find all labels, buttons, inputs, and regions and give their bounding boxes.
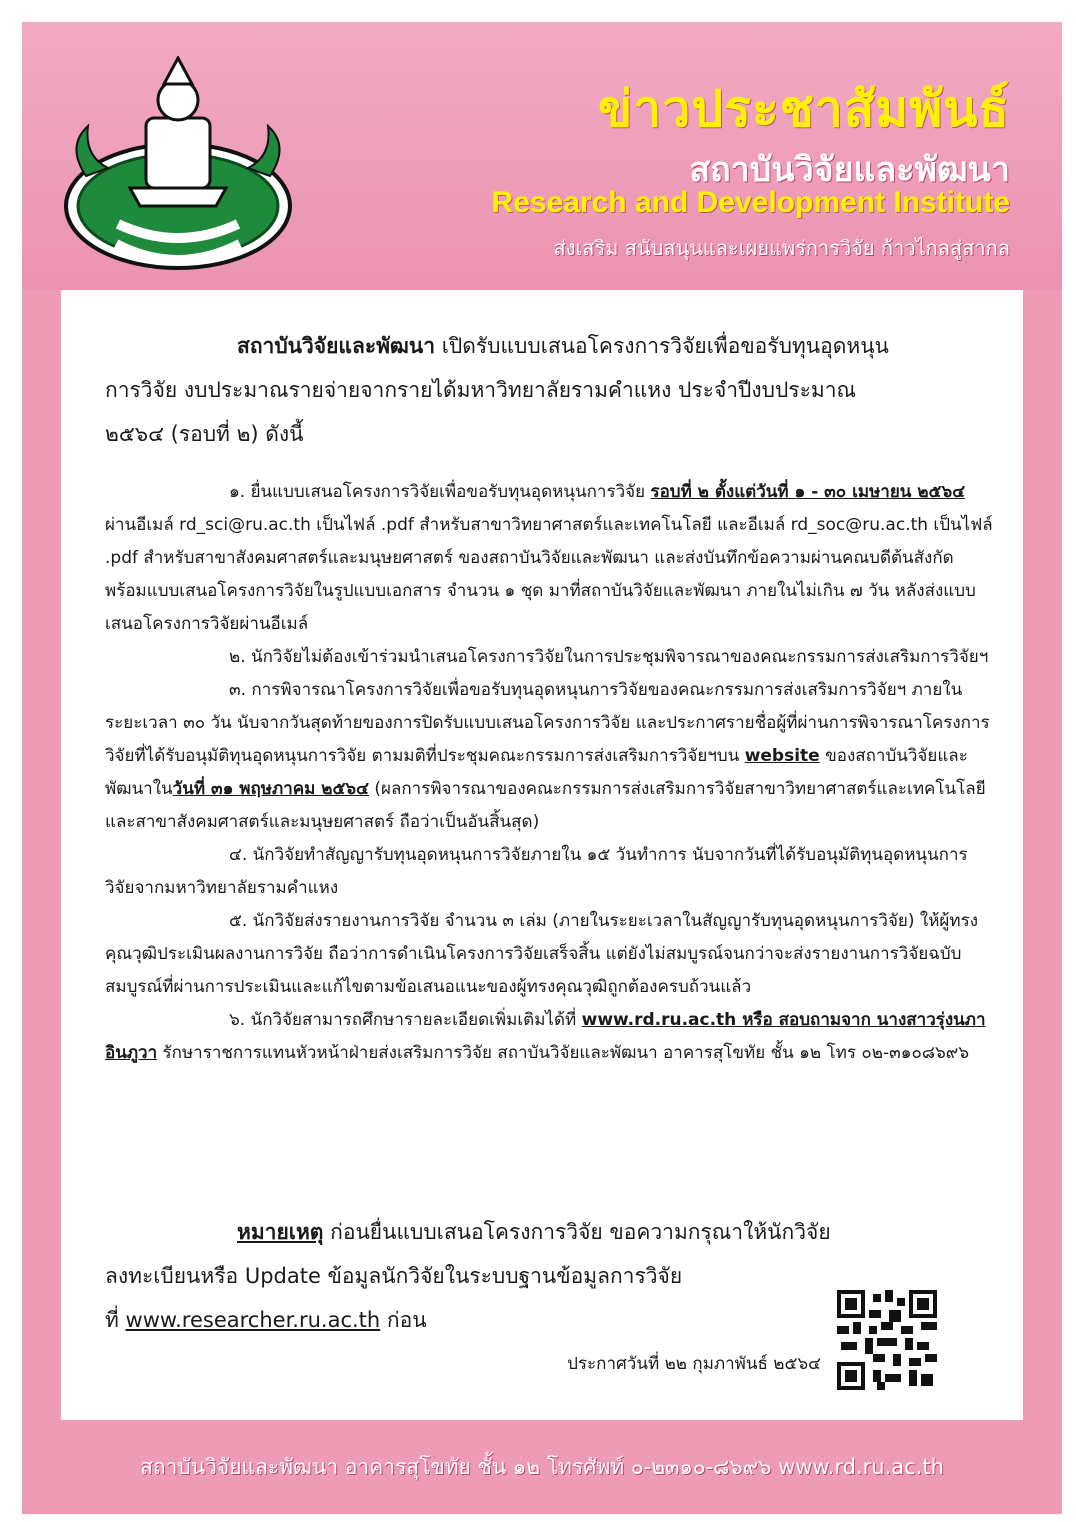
item-6-details: รักษาราชการแทนหัวหน้าฝ่ายส่งเสริมการวิจัย สถาบันวิจัยและพัฒนา อาคารสุโขทัย ชั้น ๑๒ โทร ๐๒-๓๑๐๘๖๙๖ xyxy=(157,1043,970,1063)
header-banner xyxy=(22,22,1062,290)
item-3-date: วันที่ ๓๑ พฤษภาคม ๒๕๖๔ xyxy=(172,779,369,799)
intro-org: สถาบันวิจัยและพัฒนา xyxy=(237,334,436,358)
note-line-1 xyxy=(105,1210,925,1254)
item-3-text-3: (ผลการพิจารณาของคณะกรรมการส่งเสริมการวิจัยสาขาวิทยาศาสตร์และเทคโนโลยี และสาขาสังคมศาสตร์และมนุษยศาสตร์ ถือว่าเป็นอันสิ้นสุด) xyxy=(105,779,986,832)
item-1-period: รอบที่ ๒ ตั้งแต่วันที่ ๑ - ๓๐ เมษายน ๒๕๖๔ xyxy=(650,482,966,502)
intro-line-1 xyxy=(105,324,995,368)
header-slogan: ส่งเสริม สนับสนุนและเผยแพร่การวิจัย ก้าวไกลสู่สากล xyxy=(553,236,1010,260)
item-3-website-link[interactable]: website xyxy=(744,746,820,766)
note-text-3: ที่ xyxy=(105,1308,126,1332)
item-3-text: ๓. การพิจารณาโครงการวิจัยเพื่อขอรับทุนอุดหนุนการวิจัยของคณะกรรมการส่งเสริมการวิจัยฯ ภายในระยะเวลา ๓๐ วัน นับจากวันสุดท้ายของการปิดรับแบบเสนอโครงการวิจัย และประกาศรายชื่อผู้ที่ผ่านการพิจารณาโครงการวิจัยที่ได้รับอนุมัติทุนอุดหนุนการวิจัย ตามมติที่ประชุมคณะกรรมการส่งเสริมการวิจัยฯบน xyxy=(105,680,990,766)
list-item-6 xyxy=(105,1004,995,1070)
header-title: ข่าวประชาสัมพันธ์ xyxy=(598,80,1010,138)
note-paragraph xyxy=(105,1210,925,1342)
list-item-4: ๔. นักวิจัยทำสัญญารับทุนอุดหนุนการวิจัยภายใน ๑๕ วันทำการ นับจากวันที่ได้รับอนุมัติทุนอุดหนุนการวิจัยจากมหาวิทยาลัยรามคำแหง xyxy=(105,845,968,898)
conditions-list xyxy=(105,476,995,1070)
announcement-body xyxy=(61,290,1023,1420)
footer-contact: สถาบันวิจัยและพัฒนา อาคารสุโขทัย ชั้น ๑๒ โทรศัพท์ ๐-๒๓๑๐-๘๖๙๖ www.rd.ru.ac.th xyxy=(140,1455,944,1479)
item-1-text: ๑. ยื่นแบบเสนอโครงการวิจัยเพื่อขอรับทุนอุดหนุนการวิจัย xyxy=(229,482,651,502)
intro-paragraph xyxy=(105,324,995,456)
intro-line-2: การวิจัย งบประมาณรายจ่ายจากรายได้มหาวิทยาลัยรามคำแหง ประจำปีงบประมาณ xyxy=(105,378,856,402)
list-item-5: ๕. นักวิจัยส่งรายงานการวิจัย จำนวน ๓ เล่ม (ภายในระยะเวลาในสัญญารับทุนอุดหนุนการวิจัย) ให้ผู้ทรงคุณวุฒิประเมินผลงานการวิจัย ถือว่าการดำเนินโครงการวิจัยเสร็จสิ้น แต่ยังไม่สมบูรณ์จนกว่าจะส่งรายงานการวิจัยฉบับสมบูรณ์ที่ผ่านการประเมินและแก้ไขตามข้อเสนอแนะของผู้ทรงคุณวุฒิถูกต้องครบถ้วนแล้ว xyxy=(105,911,979,997)
document-sheet xyxy=(22,22,1062,1514)
item-6-text: ๖. นักวิจัยสามารถศึกษารายละเอียดเพิ่มเติมได้ที่ xyxy=(229,1010,582,1030)
note-line-3 xyxy=(105,1298,925,1342)
item-6-contact-link[interactable]: www.rd.ru.ac.th หรือ สอบถามจาก นางสาวรุ่งนภา อินภูวา xyxy=(105,1010,986,1063)
note-label: หมายเหตุ xyxy=(237,1220,324,1244)
note-text-4: ก่อน xyxy=(380,1308,427,1332)
item-3-text-2: ของสถาบันวิจัยและพัฒนาใน xyxy=(105,746,968,799)
list-item-3 xyxy=(105,674,995,839)
intro-line-1-rest: เปิดรับแบบเสนอโครงการวิจัยเพื่อขอรับทุนอุดหนุน xyxy=(435,334,889,358)
list-item-2: ๒. นักวิจัยไม่ต้องเข้าร่วมนำเสนอโครงการวิจัยในการประชุมพิจารณาของคณะกรรมการส่งเสริมการวิจัยฯ xyxy=(229,647,989,667)
university-seal-logo xyxy=(58,56,298,296)
list-item-1 xyxy=(105,476,995,641)
announcement-date: ประกาศวันที่ ๒๒ กุมภาพันธ์ ๒๕๖๔ xyxy=(567,1354,821,1374)
item-1-details: ผ่านอีเมล์ rd_sci@ru.ac.th เป็นไฟล์ .pdf สำหรับสาขาวิทยาศาสตร์และเทคโนโลยี และอีเมล์ rd_soc@ru.ac.th เป็นไฟล์ .pdf สำหรับสาขาสังคมศาสตร์และมนุษยศาสตร์ ของสถาบันวิจัยและพัฒนา และส่งบันทึกข้อความผ่านคณบดีต้นสังกัดพร้อมแบบเสนอโครงการวิจัยในรูปแบบเอกสาร จำนวน ๑ ชุด มาที่สถาบันวิจัยและพัฒนา ภายในไม่เกิน ๗ วัน หลังส่งแบบเสนอโครงการวิจัยผ่านอีเมล์ xyxy=(105,515,993,634)
qr-code-icon[interactable] xyxy=(837,1290,937,1390)
header-english-name: Research and Development Institute xyxy=(491,186,1010,219)
researcher-site-link[interactable]: www.researcher.ru.ac.th xyxy=(125,1308,381,1332)
note-line-2: ลงทะเบียนหรือ Update ข้อมูลนักวิจัยในระบบฐานข้อมูลการวิจัย xyxy=(105,1264,683,1288)
intro-line-3: ๒๕๖๔ (รอบที่ ๒) ดังนี้ xyxy=(105,422,304,446)
note-text-1: ก่อนยื่นแบบเสนอโครงการวิจัย ขอความกรุณาให้นักวิจัย xyxy=(323,1220,831,1244)
header-subtitle: สถาบันวิจัยและพัฒนา xyxy=(689,150,1010,190)
